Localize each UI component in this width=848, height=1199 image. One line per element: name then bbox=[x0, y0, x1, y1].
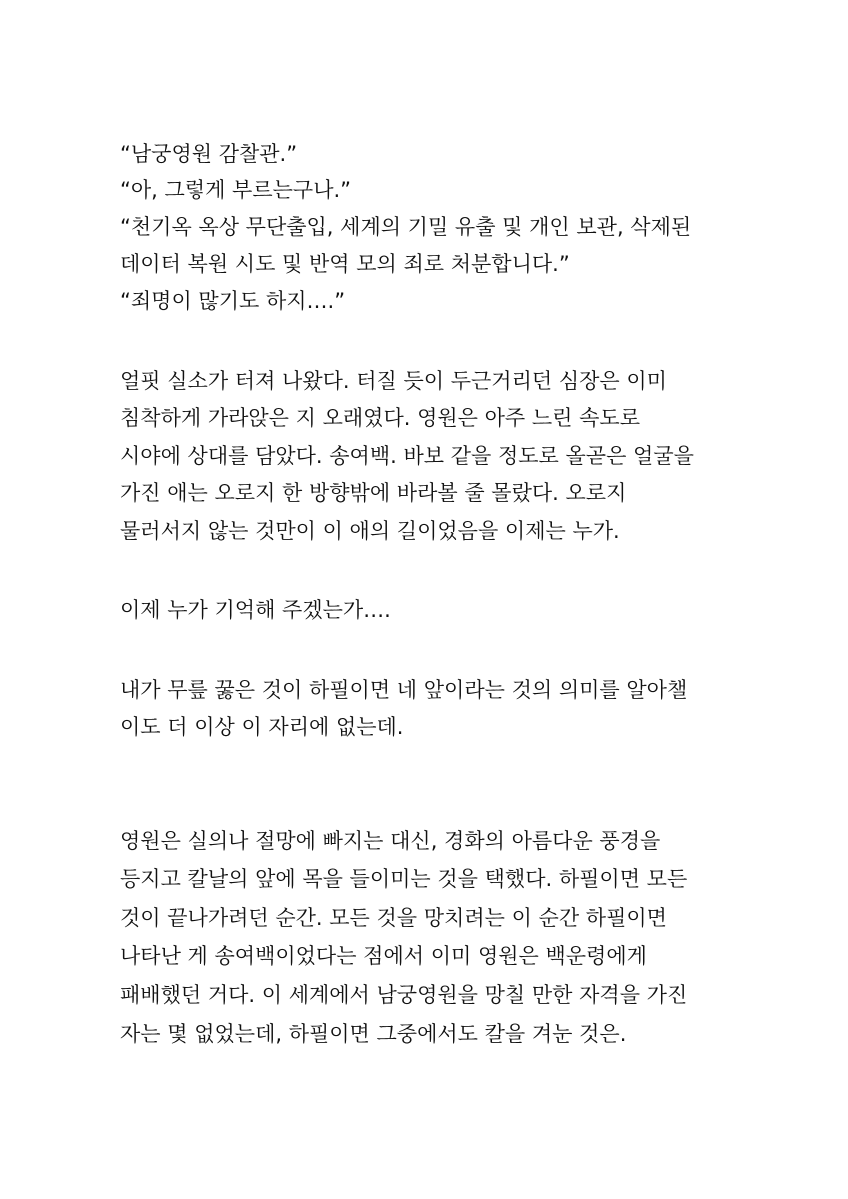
text-line: 시야에 상대를 담았다. 송여백. 바보 같을 정도로 올곧은 얼굴을 bbox=[120, 444, 694, 468]
text-line: 이제 누가 기억해 주겠는가…. bbox=[120, 598, 391, 622]
text-line: 등지고 칼날의 앞에 목을 들이미는 것을 택했다. 하필이면 모든 bbox=[120, 867, 688, 891]
text-line: 가진 애는 오로지 한 방향밖에 바라볼 줄 몰랐다. 오로지 bbox=[120, 481, 627, 505]
text-line: 자는 몇 없었는데, 하필이면 그중에서도 칼을 겨눈 것은. bbox=[120, 1022, 627, 1046]
text-line: 나타난 게 송여백이었다는 점에서 이미 영원은 백운령에게 bbox=[120, 944, 647, 968]
text-line: “남궁영원 감찰관.” bbox=[120, 142, 298, 166]
text-line: 얼핏 실소가 터져 나왔다. 터질 듯이 두근거리던 심장은 이미 bbox=[120, 369, 667, 393]
text-line: 데이터 복원 시도 및 반역 모의 죄로 처분합니다.” bbox=[120, 252, 570, 276]
text-line: 영원은 실의나 절망에 빠지는 대신, 경화의 아름다운 풍경을 bbox=[120, 829, 661, 853]
text-line: 물러서지 않는 것만이 이 애의 길이었음을 이제는 누가. bbox=[120, 519, 620, 543]
text-line: “아, 그렇게 부르는구나.” bbox=[120, 178, 352, 202]
text-line: 이도 더 이상 이 자리에 없는데. bbox=[120, 715, 404, 739]
text-line: 것이 끝나가려던 순간. 모든 것을 망치려는 이 순간 하필이면 bbox=[120, 906, 667, 930]
text-line: “천기옥 옥상 무단출입, 세계의 기밀 유출 및 개인 보관, 삭제된 bbox=[120, 215, 692, 239]
text-line: “죄명이 많기도 하지….” bbox=[120, 289, 346, 313]
text-line: 패배했던 거다. 이 세계에서 남궁영원을 망칠 만한 자격을 가진 bbox=[120, 983, 688, 1007]
text-line: 내가 무릎 꿇은 것이 하필이면 네 앞이라는 것의 의미를 알아챌 bbox=[120, 678, 688, 702]
text-line: 침착하게 가라앉은 지 오래였다. 영원은 아주 느린 속도로 bbox=[120, 406, 640, 430]
